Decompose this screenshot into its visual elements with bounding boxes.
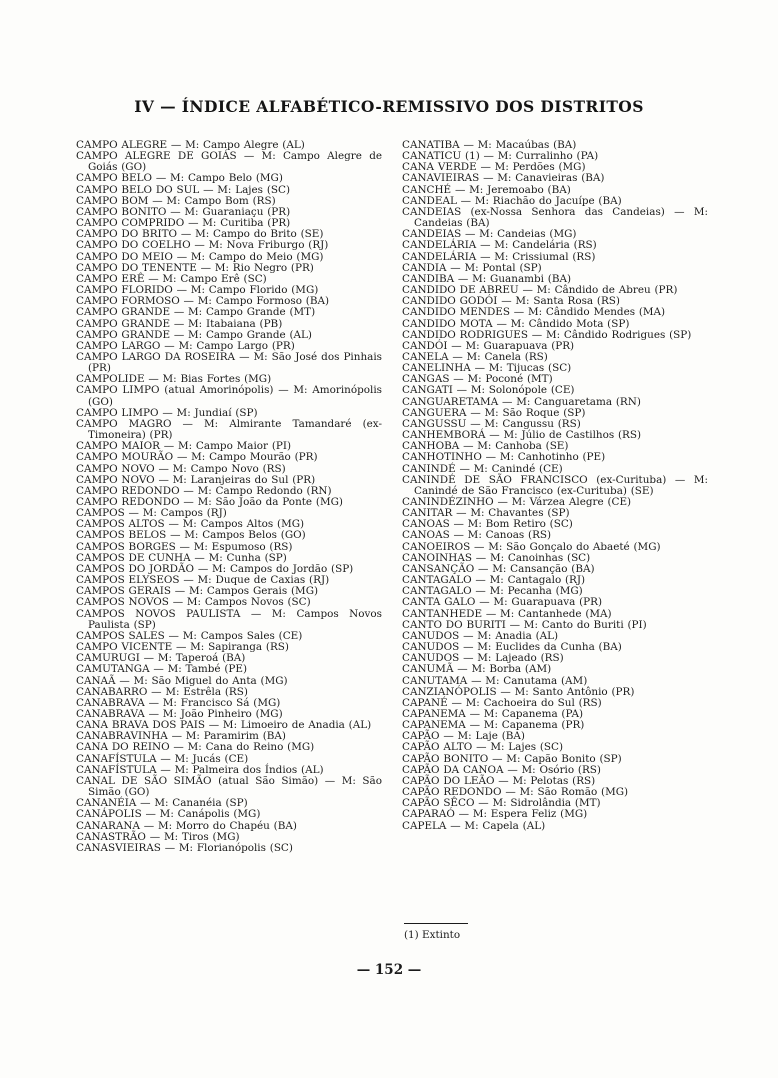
index-entry: CAMPOS ELYSEOS — M: Duque de Caxias (RJ) bbox=[76, 574, 330, 587]
index-entry: CAPARAÓ — M: Espera Feliz (MG) bbox=[402, 808, 588, 821]
index-entry: CANDEIAS — M: Candeias (MG) bbox=[402, 228, 577, 241]
index-entry: CANCHÉ — M: Jeremoabo (BA) bbox=[402, 183, 571, 196]
index-entry: CANDIDO RODRIGUES — M: Cândido Rodrigues (SP) bbox=[402, 328, 692, 341]
index-entry: CANDIDO GODÓI — M: Santa Rosa (RS) bbox=[402, 295, 620, 308]
index-entry: CAMPO LARGO DA ROSEIRA — M: São José dos Pinhais (PR) bbox=[76, 350, 382, 375]
index-entry: CANOAS — M: Canoas (RS) bbox=[402, 529, 552, 542]
index-entry: CAMPOS ALTOS — M: Campos Altos (MG) bbox=[76, 518, 305, 531]
page-title: IV — ÍNDICE ALFABÉTICO-REMISSIVO DOS DISTRITOS bbox=[134, 97, 644, 116]
index-entry: CANDELÁRIA — M: Candelária (RS) bbox=[402, 239, 597, 252]
index-entry: CANASTRÃO — M: Tiros (MG) bbox=[76, 830, 240, 843]
index-entry: CANUTAMA — M: Canutama (AM) bbox=[402, 674, 588, 687]
footnote-divider bbox=[404, 923, 468, 924]
index-entry: CANINDÉ — M: Canindé (CE) bbox=[402, 462, 563, 475]
index-entry: CAPÃO — M: Laje (BA) bbox=[402, 730, 525, 743]
index-entry: CAPÃO DO LEÃO — M: Pelotas (RS) bbox=[402, 774, 596, 787]
index-entry: CAMPO DO BRITO — M: Campo do Brito (SE) bbox=[76, 228, 324, 241]
index-entry: CAPANEMA — M: Capanema (PA) bbox=[402, 707, 584, 720]
index-entry: CANELINHA — M: Tijucas (SC) bbox=[402, 362, 572, 375]
index-entry: CAMPO REDONDO — M: Campo Redondo (RN) bbox=[76, 484, 332, 497]
index-entry: CAMPO BELO DO SUL — M: Lajes (SC) bbox=[76, 183, 290, 196]
index-entry: CAMURUGI — M: Taperoá (BA) bbox=[76, 652, 246, 665]
index-entry: CANZIANÓPOLIS — M: Santo Antônio (PR) bbox=[402, 685, 635, 698]
index-entry: CANHEMBORÁ — M: Júlio de Castilhos (RS) bbox=[402, 429, 642, 442]
index-entry: CAMPO GRANDE — M: Itabaiana (PB) bbox=[76, 317, 283, 330]
index-entry: CAMPO NOVO — M: Campo Novo (RS) bbox=[76, 462, 286, 475]
index-entry: CANA VERDE — M: Perdões (MG) bbox=[402, 161, 586, 174]
index-entry: CAMPO DO MEIO — M: Campo do Meio (MG) bbox=[76, 250, 324, 263]
index-entry: CAPÃO DA CANOA — M: Osório (RS) bbox=[402, 763, 601, 776]
index-entry: CANÁPOLIS — M: Canápolis (MG) bbox=[76, 808, 261, 821]
index-entry: CAMPOS SALES — M: Campos Sales (CE) bbox=[76, 629, 303, 642]
index-entry: CANAFÍSTULA — M: Jucás (CE) bbox=[76, 752, 249, 765]
index-entry: CAMPO ALEGRE — M: Campo Alegre (AL) bbox=[76, 139, 305, 151]
index-entry: CANOINHAS — M: Canoinhas (SC) bbox=[402, 551, 591, 564]
index-entry: CAPANEMA — M: Capanema (PR) bbox=[402, 719, 585, 732]
index-entry: CAMPO ALEGRE DE GOIÁS — M: Campo Alegre de Goiás (GO) bbox=[76, 150, 382, 174]
index-entry: CANELA — M: Canela (RS) bbox=[402, 350, 548, 363]
index-entry: CAMPOS DO JORDÃO — M: Campos do Jordão (SP) bbox=[76, 562, 354, 575]
index-entry: CAMPO GRANDE — M: Campo Grande (MT) bbox=[76, 306, 316, 319]
index-entry: CANTAGALO — M: Pecanha (MG) bbox=[402, 585, 583, 598]
index-entry: CAPÃO ALTO — M: Lajes (SC) bbox=[402, 741, 564, 754]
page-number: — 152 — bbox=[356, 962, 422, 978]
index-entry: CAMPO MOURÃO — M: Campo Mourão (PR) bbox=[76, 451, 318, 464]
index-entry: CAMUTANGA — M: També (PE) bbox=[76, 663, 248, 676]
index-entry: CANARANA — M: Morro do Chapéu (BA) bbox=[76, 819, 297, 832]
index-entry: CANINDÉZINHO — M: Várzea Alegre (CE) bbox=[402, 496, 632, 508]
index-entry: CAMPO LIMPO — M: Jundiaí (SP) bbox=[76, 406, 258, 419]
index-entry: CANDIDO MOTA — M: Cândido Mota (SP) bbox=[402, 317, 630, 330]
index-entry: CAMPO MAIOR — M: Campo Maior (PI) bbox=[76, 440, 292, 453]
index-entry: CANASVIEIRAS — M: Florianópolis (SC) bbox=[76, 841, 293, 854]
index-entry: CAMPO BONITO — M: Guaraniaçu (PR) bbox=[76, 205, 291, 218]
index-entry: CAMPOS — M: Campos (RJ) bbox=[76, 507, 227, 520]
index-entry: CANDIDO MENDES — M: Cândido Mendes (MA) bbox=[402, 306, 666, 319]
index-entry: CAMPO NOVO — M: Laranjeiras do Sul (PR) bbox=[76, 473, 316, 486]
index-entry: CAMPO DO TENENTE — M: Rio Negro (PR) bbox=[76, 261, 314, 274]
index-entry: CANUDOS — M: Lajeado (RS) bbox=[402, 652, 564, 665]
index-entry: CANSANÇÃO — M: Cansanção (BA) bbox=[402, 562, 595, 575]
index-entry: CANAFÍSTULA — M: Palmeira dos Índios (AL) bbox=[76, 763, 324, 776]
index-entry: CANAL DE SÃO SIMÃO (atual São Simão) — M: São Simão (GO) bbox=[76, 774, 382, 799]
index-entry: CANUDOS — M: Anadia (AL) bbox=[402, 629, 559, 642]
index-entry: CANGATI — M: Solonópole (CE) bbox=[402, 384, 575, 397]
index-entry: CAPELA — M: Capela (AL) bbox=[402, 819, 546, 832]
index-entry: CANHOTINHO — M: Canhotinho (PE) bbox=[402, 451, 606, 464]
index-entry: CAMPO LARGO — M: Campo Largo (PR) bbox=[76, 339, 295, 352]
index-entry: CAPÃO REDONDO — M: São Romão (MG) bbox=[402, 786, 629, 799]
index-entry: CANGUERA — M: São Roque (SP) bbox=[402, 406, 586, 419]
index-entry: CANHOBA — M: Canhoba (SE) bbox=[402, 440, 569, 453]
index-entry: CANABRAVA — M: Francisco Sá (MG) bbox=[76, 696, 281, 709]
index-entry: CANDELÁRIA — M: Crissiumal (RS) bbox=[402, 250, 596, 263]
index-entry: CAMPO ERÊ — M: Campo Erê (SC) bbox=[76, 272, 267, 285]
index-entry: CAMPOS BORGES — M: Espumoso (RS) bbox=[76, 540, 293, 553]
index-entry: CANGUARETAMA — M: Canguaretama (RN) bbox=[402, 395, 641, 408]
index-column-right bbox=[402, 140, 708, 832]
index-entry: CANDEAL — M: Riachão do Jacuípe (BA) bbox=[402, 194, 622, 207]
index-entry: CAMPO BELO — M: Campo Belo (MG) bbox=[76, 172, 283, 185]
index-entry: CANDIDO DE ABREU — M: Cândido de Abreu (PR) bbox=[402, 284, 678, 297]
index-entry: CAMPOLIDE — M: Bias Fortes (MG) bbox=[76, 373, 272, 386]
index-entry: CAMPO REDONDO — M: São João da Ponte (MG) bbox=[76, 496, 343, 508]
index-entry: CANOEIROS — M: São Gonçalo do Abaeté (MG) bbox=[402, 540, 661, 553]
index-entry: CANINDÉ DE SÃO FRANCISCO (ex-Curituba) — M: Canindé de São Francisco (ex-Curituba) (SE) bbox=[402, 473, 708, 497]
index-entry: CANAVIEIRAS — M: Canavieiras (BA) bbox=[402, 172, 605, 185]
index-entry: CANITAR — M: Chavantes (SP) bbox=[402, 507, 570, 520]
index-entry: CAMPO BOM — M: Campo Bom (RS) bbox=[76, 194, 276, 207]
index-entry: CAPÃO SÊCO — M: Sidrolândia (MT) bbox=[402, 797, 601, 810]
index-entry: CANDEIAS (ex-Nossa Senhora das Candeias) — M: Candeias (BA) bbox=[402, 205, 708, 230]
index-entry: CANATIBA — M: Macaúbas (BA) bbox=[402, 139, 577, 151]
index-entry: CAMPO MAGRO — M: Almirante Tamandaré (ex-Timoneira) (PR) bbox=[76, 417, 382, 442]
index-entry: CAMPO FLORIDO — M: Campo Florido (MG) bbox=[76, 284, 319, 297]
index-entry: CANA DO REINO — M: Cana do Reino (MG) bbox=[76, 741, 315, 754]
index-entry: CANDÓI — M: Guarapuava (PR) bbox=[402, 339, 575, 352]
index-entry: CANDIBA — M: Guanambi (BA) bbox=[402, 272, 572, 285]
index-entry: CAPÃO BONITO — M: Capão Bonito (SP) bbox=[402, 752, 622, 765]
index-entry: CANDIA — M: Pontal (SP) bbox=[402, 261, 542, 274]
index-entry: CAMPOS GERAIS — M: Campos Gerais (MG) bbox=[76, 585, 319, 598]
index-entry: CANANÉIA — M: Cananéia (SP) bbox=[76, 797, 248, 810]
index-entry: CANTA GALO — M: Guarapuava (PR) bbox=[402, 596, 603, 609]
index-entry: CAMPOS DE CUNHA — M: Cunha (SP) bbox=[76, 551, 287, 564]
index-entry: CAMPO GRANDE — M: Campo Grande (AL) bbox=[76, 328, 312, 341]
index-entry: CANGUSSU — M: Cangussu (RS) bbox=[402, 417, 581, 430]
index-entry: CAMPO COMPRIDO — M: Curitiba (PR) bbox=[76, 217, 291, 230]
index-entry: CAMPO LIMPO (atual Amorinópolis) — M: Amorinópolis (GO) bbox=[76, 384, 382, 408]
index-entry: CANOAS — M: Bom Retiro (SC) bbox=[402, 518, 573, 531]
index-entry: CANTAGALO — M: Cantagalo (RJ) bbox=[402, 574, 586, 587]
index-entry: CANAÃ — M: São Miguel do Anta (MG) bbox=[76, 674, 288, 687]
index-entry: CANTANHEDE — M: Cantanhede (MA) bbox=[402, 607, 612, 620]
index-entry: CANGAS — M: Poconé (MT) bbox=[402, 373, 553, 386]
index-entry: CAMPO VICENTE — M: Sapiranga (RS) bbox=[76, 641, 289, 654]
index-entry: CANTO DO BURITI — M: Canto do Buriti (PI) bbox=[402, 618, 647, 631]
index-entry: CANABRAVA — M: João Pinheiro (MG) bbox=[76, 707, 283, 720]
index-entry: CANATICU (1) — M: Curralinho (PA) bbox=[402, 150, 599, 163]
index-column-left bbox=[76, 140, 382, 854]
index-entry: CAMPOS NOVOS PAULISTA — M: Campos Novos Paulista (SP) bbox=[76, 607, 382, 631]
index-entry: CANUDOS — M: Euclides da Cunha (BA) bbox=[402, 641, 622, 654]
index-entry: CAMPO DO COELHO — M: Nova Friburgo (RJ) bbox=[76, 239, 329, 252]
index-entry: CANABRAVINHA — M: Paramirim (BA) bbox=[76, 730, 286, 743]
index-entry: CAMPOS NOVOS — M: Campos Novos (SC) bbox=[76, 596, 311, 609]
index-entry: CANA BRAVA DOS PAIS — M: Limoeiro de Anadia (AL) bbox=[76, 719, 372, 732]
footnote: (1) Extinto bbox=[404, 929, 461, 941]
index-entry: CANABARRO — M: Estrêla (RS) bbox=[76, 685, 248, 698]
index-entry: CANUMÃ — M: Borba (AM) bbox=[402, 663, 552, 676]
index-entry: CAMPO FORMOSO — M: Campo Formoso (BA) bbox=[76, 295, 330, 308]
index-entry: CAMPOS BELOS — M: Campos Belos (GO) bbox=[76, 529, 306, 542]
index-entry: CAPANÉ — M: Cachoeira do Sul (RS) bbox=[402, 696, 602, 709]
